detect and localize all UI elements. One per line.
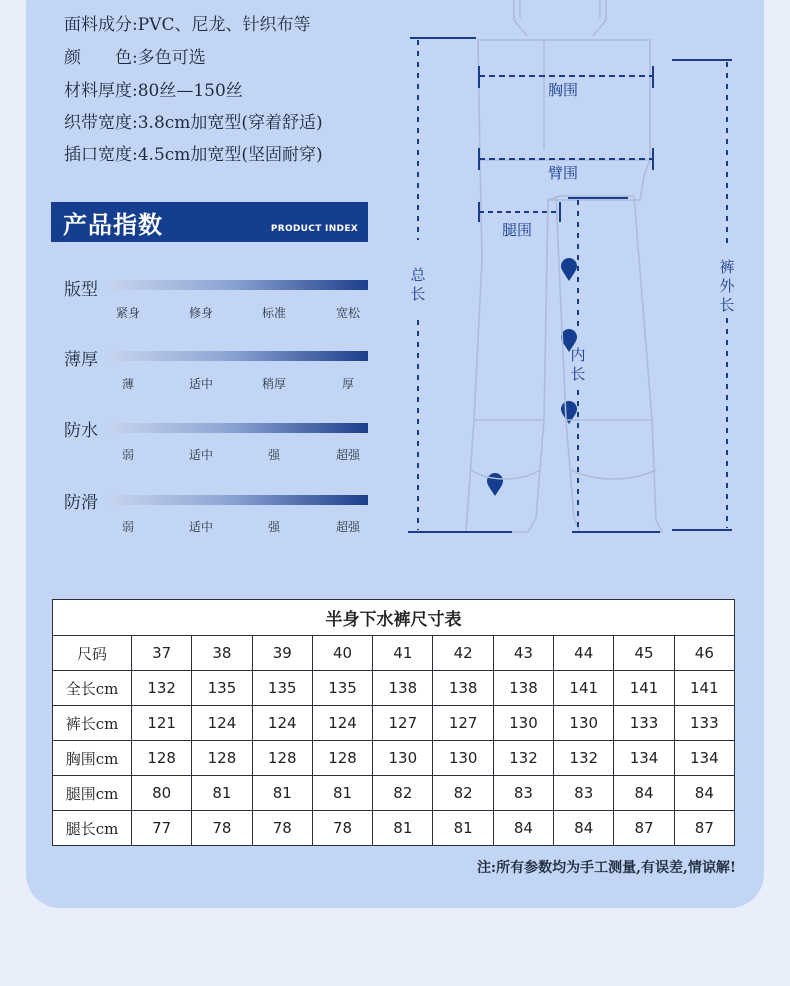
table-cell: 135 <box>252 671 312 706</box>
table-cell: 127 <box>373 706 433 741</box>
label-thigh: 腿围 <box>502 221 533 239</box>
table-cell: 83 <box>493 776 553 811</box>
table-cell: 78 <box>252 811 312 846</box>
table-cell: 134 <box>614 741 674 776</box>
table-cell: 80 <box>132 776 192 811</box>
index-tick: 弱 <box>121 520 134 534</box>
spec-color: 颜 色:多色可选 <box>64 48 206 68</box>
table-cell: 135 <box>192 671 252 706</box>
index-bar <box>111 495 368 505</box>
index-tick: 标准 <box>261 306 286 320</box>
table-cell: 128 <box>312 741 372 776</box>
index-tick: 超强 <box>335 448 360 462</box>
table-cell: 全长cm <box>53 671 132 706</box>
table-cell: 121 <box>132 706 192 741</box>
spec-socket-width: 插口宽度:4.5cm加宽型(坚固耐穿) <box>64 145 323 165</box>
index-tick: 稍厚 <box>261 377 286 391</box>
index-tick: 紧身 <box>115 306 140 320</box>
table-row <box>53 811 735 846</box>
table-header-cell: 38 <box>192 636 252 671</box>
index-tick: 适中 <box>188 448 213 462</box>
table-cell: 124 <box>192 706 252 741</box>
table-cell: 124 <box>252 706 312 741</box>
table-cell: 133 <box>674 706 734 741</box>
product-index-subtitle: PRODUCT INDEX <box>270 224 358 234</box>
table-cell: 128 <box>252 741 312 776</box>
table-cell: 124 <box>312 706 372 741</box>
index-tick: 强 <box>267 448 280 462</box>
index-bar <box>111 280 368 290</box>
label-arm: 臂围 <box>548 164 579 182</box>
table-cell: 84 <box>614 776 674 811</box>
table-cell: 87 <box>674 811 734 846</box>
index-bar <box>111 423 368 433</box>
index-label: 防滑 <box>64 493 98 513</box>
table-cell: 81 <box>192 776 252 811</box>
table-cell: 78 <box>312 811 372 846</box>
table-cell: 81 <box>312 776 372 811</box>
table-cell: 胸围cm <box>53 741 132 776</box>
index-label: 薄厚 <box>64 350 98 370</box>
table-cell: 87 <box>614 811 674 846</box>
table-cell: 84 <box>674 776 734 811</box>
index-tick: 宽松 <box>335 306 360 320</box>
table-header-row <box>53 636 735 671</box>
index-tick: 弱 <box>121 448 134 462</box>
table-cell: 腿围cm <box>53 776 132 811</box>
product-index-title: 产品指数 <box>63 210 163 239</box>
index-tick: 超强 <box>335 520 360 534</box>
table-cell: 128 <box>132 741 192 776</box>
table-header-cell: 42 <box>433 636 493 671</box>
table-cell: 134 <box>674 741 734 776</box>
table-header-cell: 37 <box>132 636 192 671</box>
table-caption: 半身下水裤尺寸表 <box>53 600 735 636</box>
table-cell: 133 <box>614 706 674 741</box>
table-row <box>53 776 735 811</box>
index-tick: 适中 <box>188 520 213 534</box>
index-tick: 厚 <box>341 377 354 391</box>
index-label: 版型 <box>64 280 98 300</box>
table-cell: 83 <box>554 776 614 811</box>
table-header-cell: 40 <box>312 636 372 671</box>
table-cell: 130 <box>433 741 493 776</box>
table-cell: 82 <box>433 776 493 811</box>
table-cell: 130 <box>493 706 553 741</box>
index-label: 防水 <box>64 421 98 441</box>
measurement-note: 注:所有参数均为手工测量,有误差,情谅解! <box>476 860 736 876</box>
label-outseam: 裤 外 长 <box>719 258 735 314</box>
product-index-header <box>51 202 368 242</box>
spec-fabric: 面料成分:PVC、尼龙、针织布等 <box>64 15 311 35</box>
index-tick: 强 <box>267 520 280 534</box>
table-cell: 135 <box>312 671 372 706</box>
table-cell: 130 <box>554 706 614 741</box>
table-cell: 132 <box>493 741 553 776</box>
table-cell: 78 <box>192 811 252 846</box>
table-caption-row <box>53 600 735 636</box>
index-tick: 薄 <box>121 377 134 391</box>
table-cell: 腿长cm <box>53 811 132 846</box>
table-cell: 82 <box>373 776 433 811</box>
table-header-cell: 尺码 <box>53 636 132 671</box>
table-cell: 138 <box>493 671 553 706</box>
table-cell: 84 <box>493 811 553 846</box>
table-header-cell: 44 <box>554 636 614 671</box>
table-cell: 132 <box>132 671 192 706</box>
table-cell: 141 <box>614 671 674 706</box>
table-cell: 128 <box>192 741 252 776</box>
index-tick: 修身 <box>188 306 213 320</box>
spec-strap-width: 织带宽度:3.8cm加宽型(穿着舒适) <box>64 113 323 133</box>
table-header-cell: 46 <box>674 636 734 671</box>
size-table <box>52 599 735 846</box>
table-header-cell: 43 <box>493 636 553 671</box>
table-row <box>53 706 735 741</box>
index-bar <box>111 351 368 361</box>
table-cell: 141 <box>554 671 614 706</box>
table-cell: 132 <box>554 741 614 776</box>
label-chest: 胸围 <box>548 81 579 99</box>
table-cell: 127 <box>433 706 493 741</box>
index-tick: 适中 <box>188 377 213 391</box>
table-cell: 81 <box>433 811 493 846</box>
table-cell: 裤长cm <box>53 706 132 741</box>
table-cell: 81 <box>373 811 433 846</box>
measure-lines <box>408 38 732 532</box>
table-header-cell: 41 <box>373 636 433 671</box>
table-cell: 77 <box>132 811 192 846</box>
table-header-cell: 39 <box>252 636 312 671</box>
table-row <box>53 671 735 706</box>
table-cell: 81 <box>252 776 312 811</box>
label-inseam: 内 长 <box>570 346 586 383</box>
table-header-cell: 45 <box>614 636 674 671</box>
spec-thickness: 材料厚度:80丝—150丝 <box>64 81 243 101</box>
table-row <box>53 741 735 776</box>
table-cell: 138 <box>433 671 493 706</box>
table-cell: 130 <box>373 741 433 776</box>
label-total-length: 总 长 <box>410 266 426 303</box>
table-cell: 138 <box>373 671 433 706</box>
table-cell: 141 <box>674 671 734 706</box>
table-cell: 84 <box>554 811 614 846</box>
